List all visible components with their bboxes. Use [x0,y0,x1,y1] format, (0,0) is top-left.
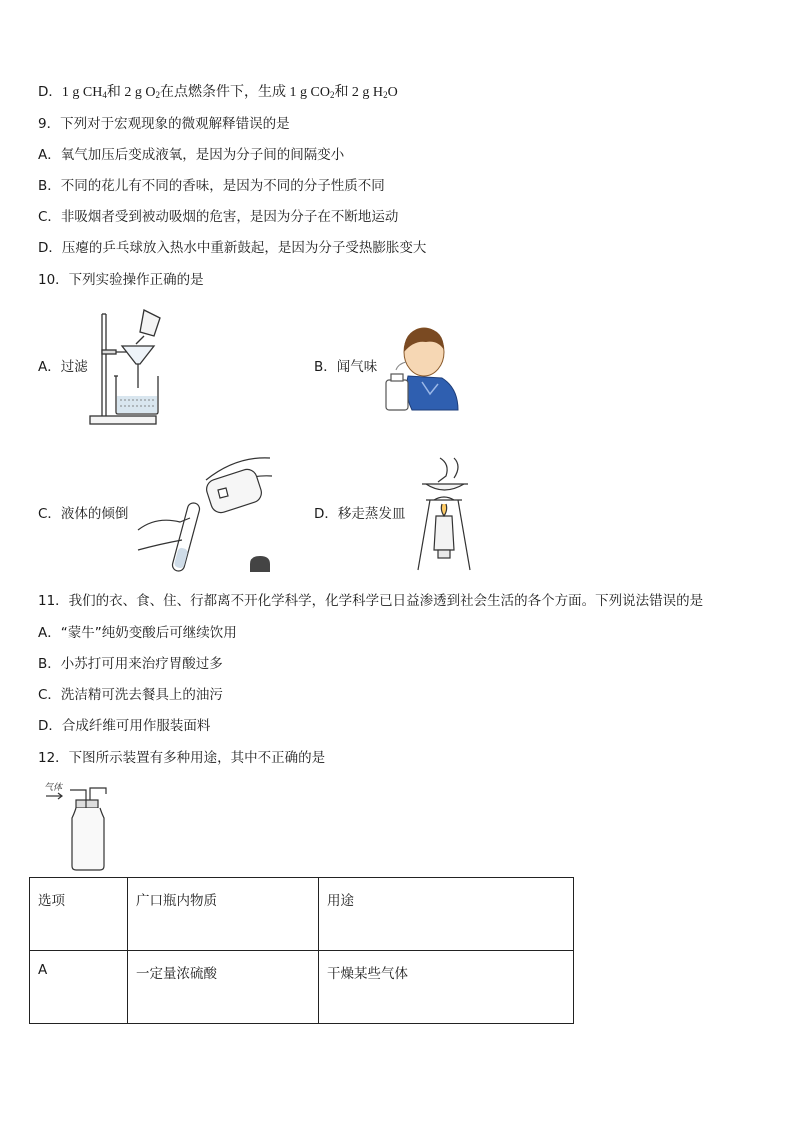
q11-option-c: C．洗洁精可洗去餐具上的油污 [38,687,223,703]
table-header-cell: 选项 [30,878,128,951]
table-header-cell: 广口瓶内物质 [128,878,319,951]
q10-option-a-label: A．过滤 [38,359,88,375]
q8-option-d: D．1 g $CH_4$和 2 g $O_2$在点燃条件下，生成 1 g $CO_2$和 2 g $H_2O$ [38,84,398,100]
pouring-liquid-illustration [136,452,276,580]
q10-option-d-label: D．移走蒸发皿 [314,506,406,522]
q10-option-b-label: B．闻气味 [314,359,378,375]
gas-washing-bottle-illustration [42,778,122,872]
table-header-row [30,878,574,951]
q9-option-c: C．非吸烟者受到被动吸烟的危害，是因为分子在不断地运动 [38,209,399,225]
q9-option-a: A．氧气加压后变成液氧，是因为分子间的间隔变小 [38,147,345,163]
q11-option-a: A．“蒙牛”纯奶变酸后可继续饮用 [38,625,237,641]
smelling-gas-illustration [382,322,460,414]
filtration-illustration [88,306,162,428]
q9-option-b: B．不同的花儿有不同的香味，是因为不同的分子性质不同 [38,178,385,194]
evaporating-dish-illustration [410,456,476,574]
table-cell: A [30,951,128,1024]
q11-option-b: B．小苏打可用来治疗胃酸过多 [38,656,223,672]
table-cell: 干燥某些气体 [319,951,574,1024]
q10-option-c-label: C．液体的倾倒 [38,506,129,522]
q12-stem: 12．下图所示装置有多种用途，其中不正确的是 [38,750,326,766]
q11-option-d: D．合成纤维可用作服装面料 [38,718,211,734]
q9-stem: 9．下列对于宏观现象的微观解释错误的是 [38,116,290,132]
q10-stem: 10．下列实验操作正确的是 [38,272,204,288]
q12-options-table [29,877,574,1024]
table-row [30,951,574,1024]
gas-label: 气体 [44,783,63,793]
table-cell: 一定量浓硫酸 [128,951,319,1024]
table-header-cell: 用途 [319,878,574,951]
q11-stem: 11．我们的衣、食、住、行都离不开化学科学，化学科学已日益渗透到社会生活的各个方面。下列说法错误的是 [38,593,704,609]
q9-option-d: D．压瘪的乒乓球放入热水中重新鼓起，是因为分子受热膨胀变大 [38,240,427,256]
